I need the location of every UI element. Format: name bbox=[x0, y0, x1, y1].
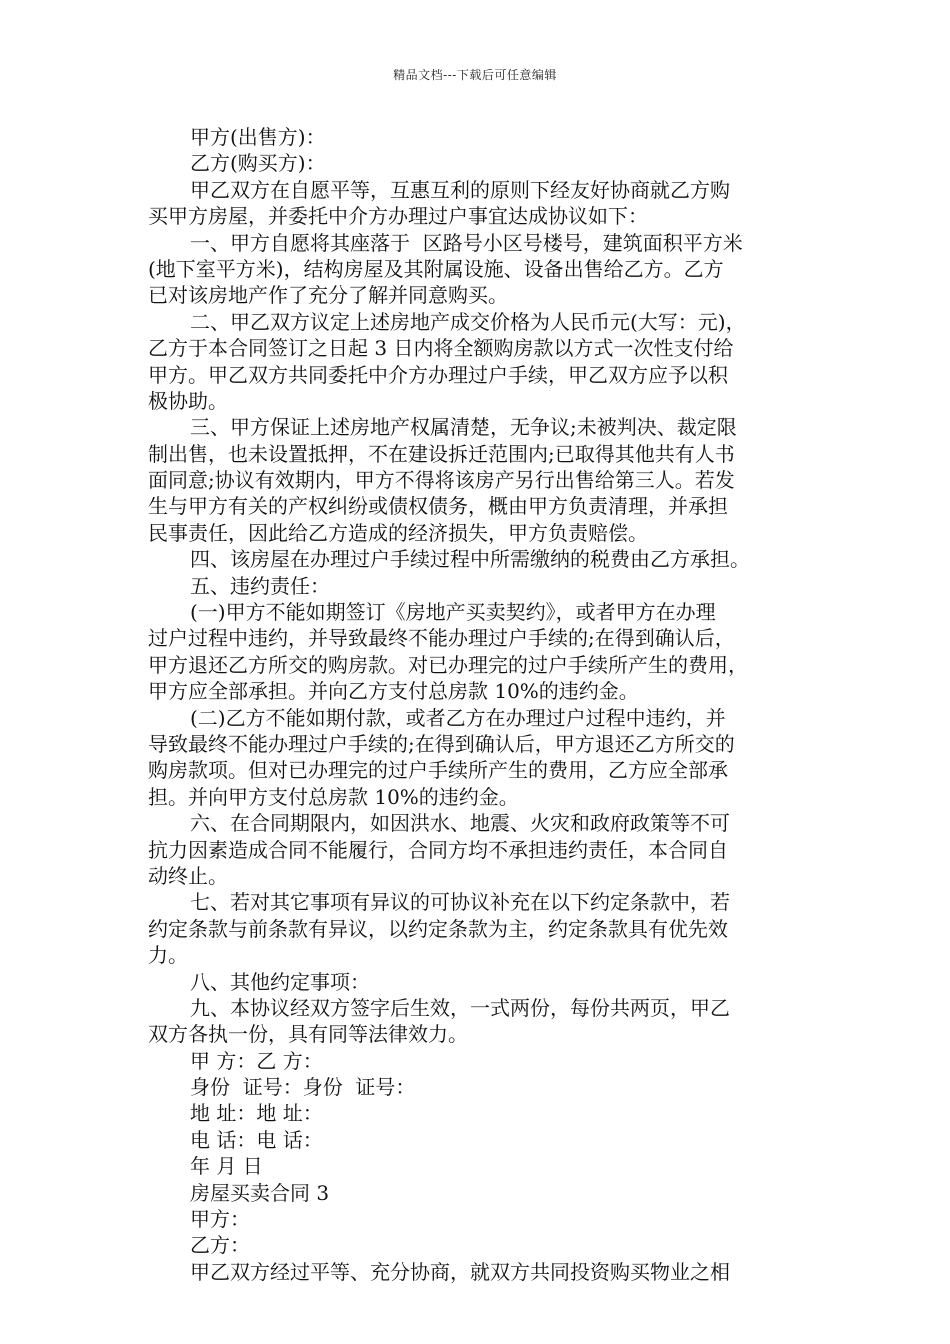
contract-text-line: 年 月 日 bbox=[190, 1154, 263, 1179]
contract-text-line: 极协助。 bbox=[148, 388, 228, 413]
contract-text-line: 担。并向甲方支付总房款 10%的违约金。 bbox=[148, 784, 519, 809]
contract-text-line: 导致最终不能办理过户手续的;在得到确认后，甲方退还乙方所交的 bbox=[148, 731, 735, 756]
contract-text-line: 四、该房屋在办理过户手续过程中所需缴纳的税费由乙方承担。 bbox=[190, 547, 750, 572]
contract-text-line: 甲乙双方经过平等、充分协商，就双方共同投资购买物业之相 bbox=[190, 1259, 730, 1284]
contract-text-line: 力。 bbox=[148, 943, 188, 968]
contract-text-line: 房屋买卖合同 3 bbox=[190, 1180, 330, 1205]
contract-text-line: (一)甲方不能如期签订《房地产买卖契约》，或者甲方在办理 bbox=[190, 600, 716, 625]
contract-text-line: 七、若对其它事项有异议的可协议补充在以下约定条款中，若 bbox=[190, 890, 730, 915]
contract-text-line: 甲方退还乙方所交的购房款。对已办理完的过户手续所产生的费用， bbox=[148, 652, 748, 677]
contract-text-line: 二、甲乙双方议定上述房地产成交价格为人民币元(大写：元)， bbox=[190, 309, 746, 334]
contract-text-line: 已对该房地产作了充分了解并同意购买。 bbox=[148, 283, 508, 308]
contract-text-line: (二)乙方不能如期付款，或者乙方在办理过户过程中违约，并 bbox=[190, 705, 726, 730]
contract-text-line: 六、在合同期限内，如因洪水、地震、火灾和政府政策等不可 bbox=[190, 811, 730, 836]
page-header: 精品文档---下载后可任意编辑 bbox=[393, 68, 557, 82]
contract-text-line: 买甲方房屋，并委托中介方办理过户事宜达成协议如下： bbox=[148, 204, 648, 229]
contract-text-line: 甲乙双方在自愿平等，互惠互利的原则下经友好协商就乙方购 bbox=[190, 177, 730, 202]
contract-text-line: 乙方(购买方)： bbox=[190, 151, 326, 176]
contract-text-line: 甲方。甲乙双方共同委托中介方办理过户手续，甲乙双方应予以积 bbox=[148, 362, 728, 387]
contract-text-line: 面同意;协议有效期内，甲方不得将该房产另行出售给第三人。若发 bbox=[148, 468, 735, 493]
contract-text-line: 购房款项。但对已办理完的过户手续所产生的费用，乙方应全部承 bbox=[148, 758, 728, 783]
contract-text-line: 乙方于本合同签订之日起 3 日内将全额购房款以方式一次性支付给 bbox=[148, 336, 734, 361]
contract-text-line: 甲方： bbox=[190, 1207, 250, 1232]
contract-text-line: 过户过程中违约，并导致最终不能办理过户手续的;在得到确认后， bbox=[148, 626, 735, 651]
contract-text-line: 五、违约责任： bbox=[190, 573, 330, 598]
contract-text-line: 约定条款与前条款有异议，以约定条款为主，约定条款具有优先效 bbox=[148, 916, 728, 941]
contract-text-line: 甲方(出售方)： bbox=[190, 125, 326, 149]
contract-text-line: 甲 方：乙 方： bbox=[190, 1048, 323, 1073]
contract-text-line: 一、甲方自愿将其座落于 区路号小区号楼号，建筑面积平方米 bbox=[190, 230, 743, 255]
contract-text-line: 甲方应全部承担。并向乙方支付总房款 10%的违约金。 bbox=[148, 679, 639, 704]
contract-text-line: 动终止。 bbox=[148, 863, 228, 888]
contract-text-line: 乙方： bbox=[190, 1233, 250, 1258]
contract-text-line: 制出售，也未设置抵押，不在建设拆迁范围内;已取得其他共有人书 bbox=[148, 441, 735, 466]
contract-text-line: 电 话：电 话： bbox=[190, 1127, 323, 1152]
contract-text-line: 抗力因素造成合同不能履行，合同方均不承担违约责任，本合同自 bbox=[148, 837, 728, 862]
contract-text-line: 九、本协议经双方签字后生效，一式两份，每份共两页，甲乙 bbox=[190, 995, 730, 1020]
contract-text-line: 双方各执一份，具有同等法律效力。 bbox=[148, 1022, 468, 1047]
document-body bbox=[148, 124, 808, 1285]
contract-text-line: 地 址：地 址： bbox=[190, 1101, 323, 1126]
contract-text-line: 身份 证号：身份 证号： bbox=[190, 1075, 416, 1100]
contract-text-line: 生与甲方有关的产权纠纷或债权债务，概由甲方负责清理，并承担 bbox=[148, 494, 728, 519]
contract-text-line: (地下室平方米)，结构房屋及其附属设施、设备出售给乙方。乙方 bbox=[148, 256, 724, 281]
contract-text-line: 民事责任，因此给乙方造成的经济损失，甲方负责赔偿。 bbox=[148, 520, 648, 545]
contract-text-line: 三、甲方保证上述房地产权属清楚，无争议;未被判决、裁定限 bbox=[190, 415, 737, 440]
contract-text-line: 八、其他约定事项： bbox=[190, 969, 370, 994]
